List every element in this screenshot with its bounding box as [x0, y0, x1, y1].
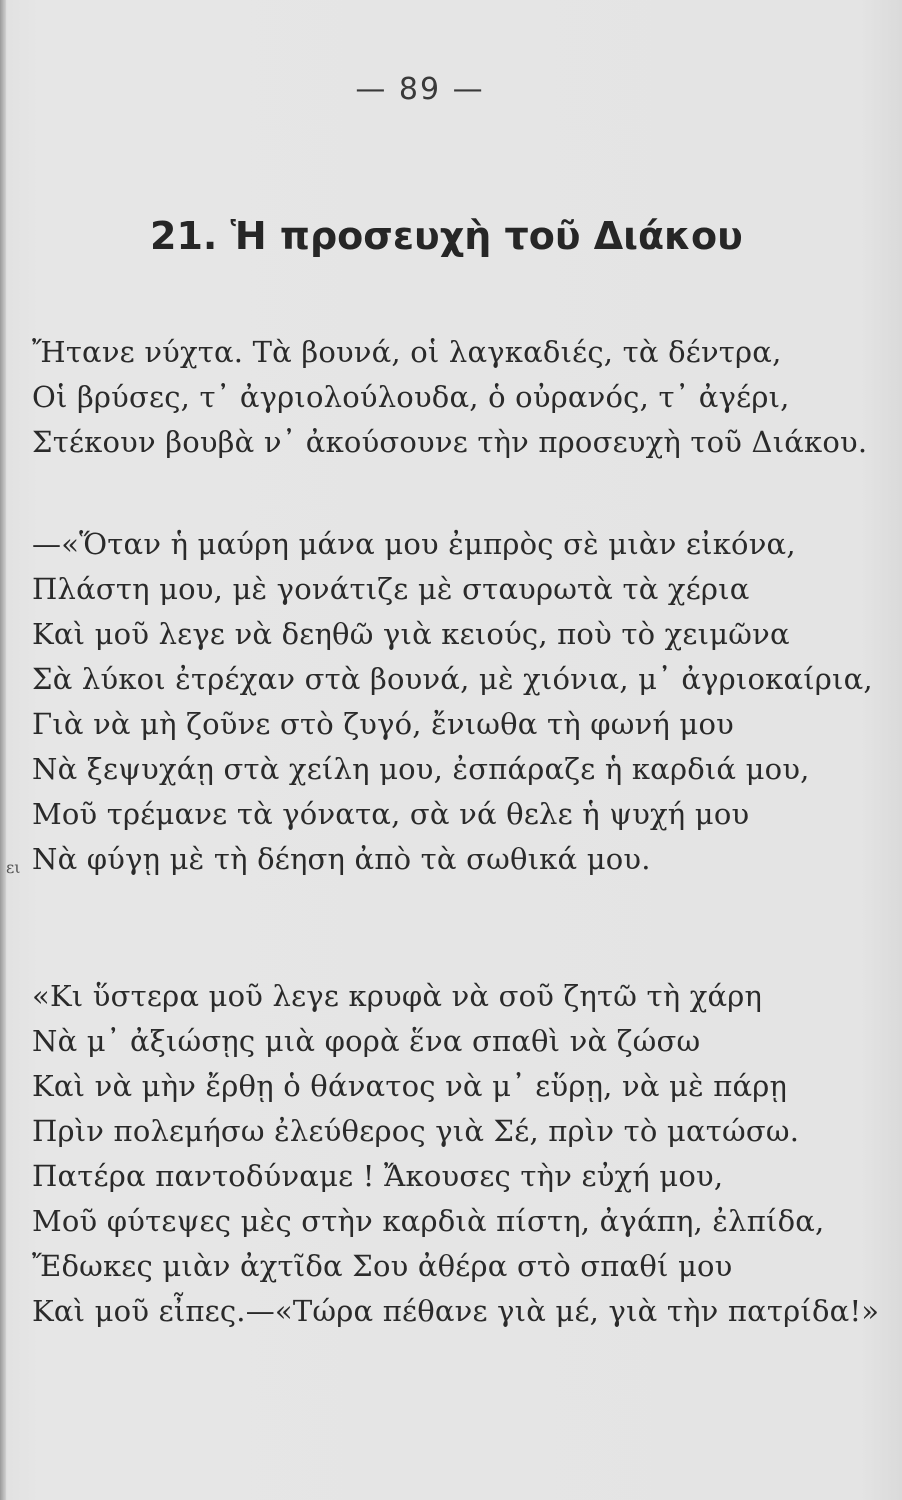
- verse-line: Πλάστη μου, μὲ γονάτιζε μὲ σταυρωτὰ τὰ χέρια: [32, 572, 750, 606]
- verse-line: Ἔδωκες μιὰν ἀχτῖδα Σου ἀθέρα στὸ σπαθί μου: [32, 1249, 733, 1283]
- verse-line: Μοῦ φύτεψες μὲς στὴν καρδιὰ πίστη, ἀγάπη, ἐλπίδα,: [32, 1204, 825, 1238]
- page-number: — 89 —: [355, 72, 485, 107]
- stanza-2: [32, 522, 873, 882]
- verse-line: Γιὰ νὰ μὴ ζοῦνε στὸ ζυγό, ἔνιωθα τὴ φωνή μου: [32, 707, 734, 741]
- verse-line: Νὰ μ᾿ ἀξιώσῃς μιὰ φορὰ ἕνα σπαθὶ νὰ ζώσω: [32, 1024, 701, 1058]
- verse-line: Στέκουν βουβὰ ν᾿ ἀκούσουνε τὴν προσευχὴ τοῦ Διάκου.: [32, 425, 868, 459]
- verse-line: Οἱ βρύσες, τ᾿ ἀγριολούλουδα, ὁ οὐρανός, τ᾿ ἀγέρι,: [32, 380, 790, 414]
- verse-line: Μοῦ τρέμανε τὰ γόνατα, σὰ νά θελε ἡ ψυχή μου: [32, 797, 750, 831]
- verse-line: Καὶ μοῦ λεγε νὰ δεηθῶ γιὰ κειούς, ποὺ τὸ χειμῶνα: [32, 617, 790, 651]
- stanza-3: [32, 974, 879, 1334]
- verse-line: Καὶ νὰ μὴν ἔρθῃ ὁ θάνατος νὰ μ᾿ εὕρῃ, νὰ μὲ πάρῃ: [32, 1069, 788, 1103]
- margin-mark: ει: [6, 858, 21, 877]
- binding-edge: [0, 0, 6, 1500]
- verse-line: —«Ὅταν ἡ μαύρη μάνα μου ἐμπρὸς σὲ μιὰν εἰκόνα,: [32, 527, 796, 561]
- verse-line: Σὰ λύκοι ἐτρέχαν στὰ βουνά, μὲ χιόνια, μ᾿ ἀγριοκαίρια,: [32, 662, 873, 696]
- verse-line: Πατέρα παντοδύναμε ! Ἄκουσες τὴν εὐχή μου,: [32, 1159, 724, 1193]
- stanza-1: [32, 330, 867, 465]
- verse-line: Νὰ ξεψυχάῃ στὰ χείλη μου, ἐσπάραζε ἡ καρδιά μου,: [32, 752, 810, 786]
- verse-line: «Κι ὕστερα μοῦ λεγε κρυφὰ νὰ σοῦ ζητῶ τὴ χάρη: [32, 979, 763, 1013]
- verse-line: Νὰ φύγῃ μὲ τὴ δέηση ἀπὸ τὰ σωθικά μου.: [32, 842, 651, 876]
- poem-title: 21. Ἡ προσευχὴ τοῦ Διάκου: [150, 214, 743, 258]
- verse-line: Ἤτανε νύχτα. Τὰ βουνά, οἱ λαγκαδιές, τὰ δέντρα,: [32, 335, 782, 369]
- verse-line: Καὶ μοῦ εἶπες.—«Τώρα πέθανε γιὰ μέ, γιὰ τὴν πατρίδα!»: [32, 1294, 880, 1328]
- verse-line: Πρὶν πολεμήσω ἐλεύθερος γιὰ Σέ, πρὶν τὸ ματώσω.: [32, 1114, 800, 1148]
